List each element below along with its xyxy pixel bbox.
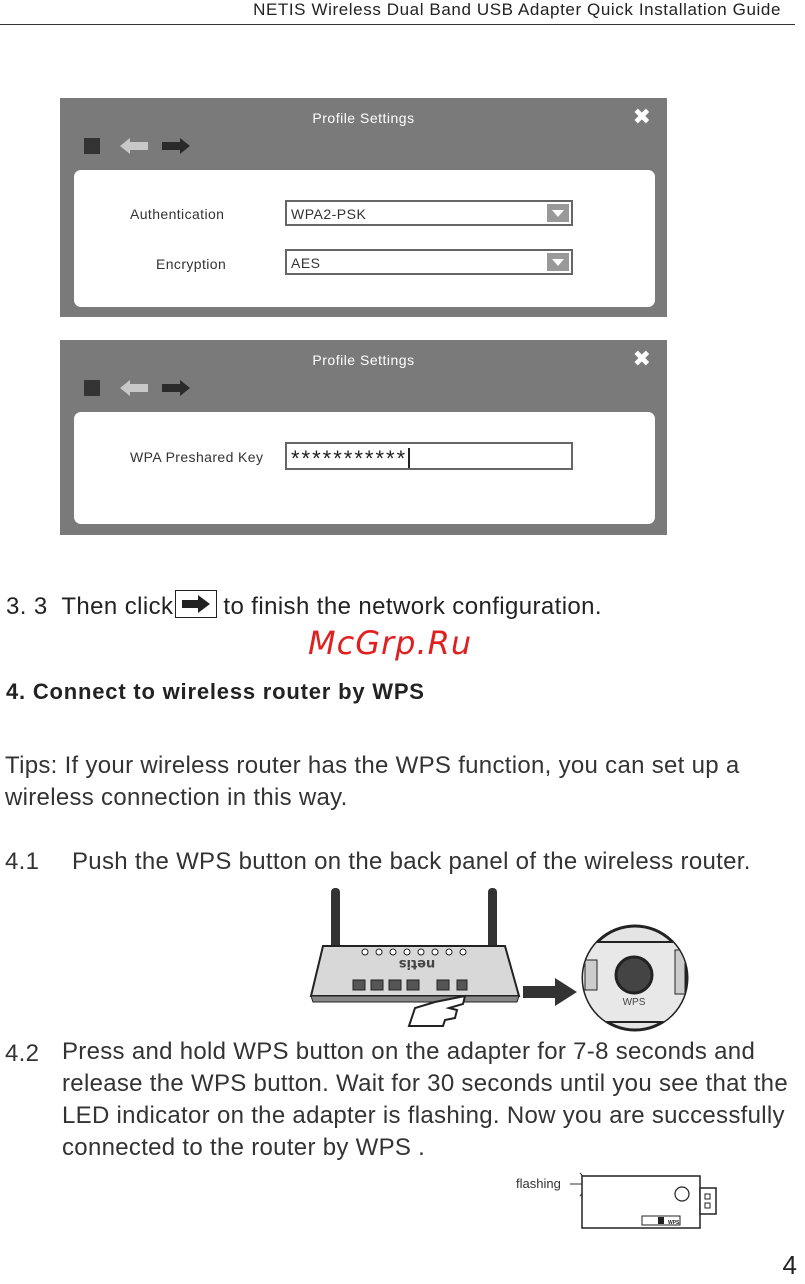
text-caret: [408, 448, 410, 468]
led-indicator: [675, 1187, 689, 1201]
panel-title: Profile Settings: [312, 352, 415, 368]
stop-icon[interactable]: [84, 380, 100, 396]
step-4-1-number: 4.1: [5, 848, 40, 875]
wps-button-zoom: [616, 957, 652, 993]
router-illustration: [305, 886, 690, 1032]
page-number: 4: [782, 1250, 797, 1280]
preshared-key-label: WPA Preshared Key: [130, 449, 264, 465]
watermark: McGrp.Ru: [308, 624, 473, 662]
arrow-right-icon: [523, 978, 577, 1006]
stop-icon[interactable]: [84, 138, 100, 154]
encryption-select[interactable]: [285, 249, 573, 275]
forward-arrow-icon[interactable]: [162, 380, 190, 396]
forward-arrow-icon: [176, 591, 216, 617]
dropdown-arrow-icon[interactable]: [547, 253, 569, 271]
panel-content: [74, 412, 655, 524]
router-brand: netis: [398, 956, 436, 971]
profile-settings-panel-key: [60, 340, 667, 535]
back-arrow-icon[interactable]: [120, 138, 148, 154]
forward-arrow-icon[interactable]: [162, 138, 190, 154]
usb-connector: [700, 1188, 716, 1214]
dropdown-arrow-icon[interactable]: [547, 204, 569, 222]
step-4-2-number: 4.2: [5, 1040, 40, 1067]
flashing-label: flashing: [516, 1176, 561, 1191]
preshared-key-value: ***********: [291, 446, 408, 471]
back-arrow-icon[interactable]: [120, 380, 148, 396]
usb-adapter-illustration: [510, 1170, 730, 1236]
authentication-select[interactable]: [285, 200, 573, 226]
step-3-3: [6, 590, 602, 621]
document-header: NETIS Wireless Dual Band USB Adapter Quick Installation Guide: [253, 0, 781, 19]
step-4-1-text: Push the WPS button on the back panel of the wireless router.: [72, 848, 751, 875]
encryption-label: Encryption: [156, 256, 227, 272]
adapter-body: [582, 1176, 700, 1228]
adapter-wps-label: WPS: [668, 1220, 680, 1226]
step-text-after: to finish the network configuration.: [223, 593, 602, 620]
wps-label: WPS: [622, 997, 646, 1008]
step-number: 3. 3: [6, 593, 48, 620]
authentication-value: WPA2-PSK: [291, 206, 367, 222]
preshared-key-input[interactable]: [285, 442, 573, 470]
next-button-illustration: [175, 590, 217, 618]
profile-settings-panel-encryption: [60, 98, 667, 317]
panel-content: [74, 170, 655, 307]
step-4-2-text: Press and hold WPS button on the adapter for 7-8 seconds and release the WPS button. Wait for 30 seconds until you see that the LED indicator on the adapter is flashing. Now you are successfully connected to the router by WPS .: [62, 1038, 788, 1161]
close-icon[interactable]: ✖: [632, 104, 651, 129]
header-divider: [0, 24, 795, 25]
panel-title: Profile Settings: [312, 110, 415, 126]
step-text-before: Then click: [61, 593, 174, 620]
authentication-label: Authentication: [130, 206, 225, 222]
tips-paragraph: Tips: If your wireless router has the WPS function, you can set up a wireless connection in this way.: [5, 752, 740, 811]
section-heading: 4. Connect to wireless router by WPS: [6, 679, 425, 704]
encryption-value: AES: [291, 255, 321, 271]
close-icon[interactable]: ✖: [632, 346, 651, 371]
